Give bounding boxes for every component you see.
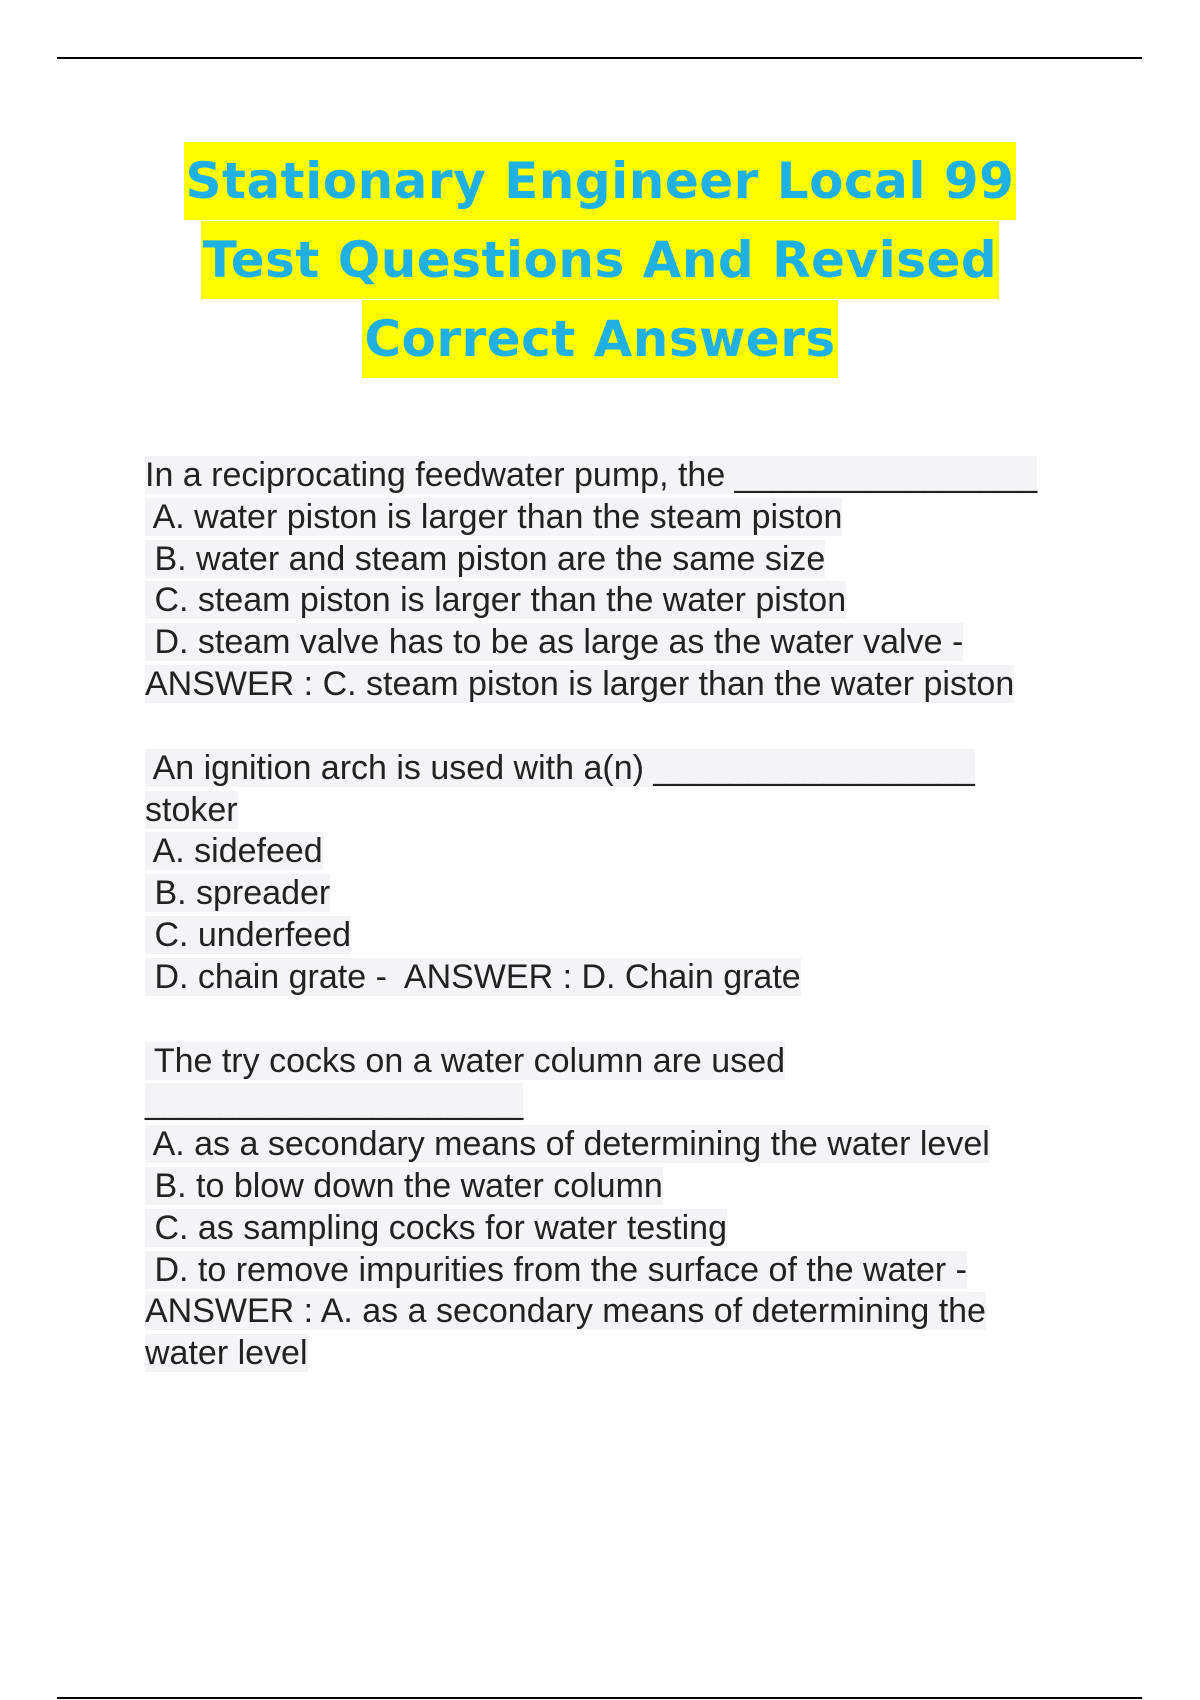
question-3-answer: ANSWER : A. as a secondary means of determining the (145, 1292, 986, 1331)
question-3-answer-cont: water level (145, 1334, 308, 1373)
question-1-option-b: B. water and steam piston are the same size (145, 539, 826, 578)
question-2-option-a: A. sidefeed (145, 832, 323, 871)
footer-rule (57, 1697, 1142, 1699)
question-1-stem: In a reciprocating feedwater pump, the ________________ (145, 456, 1038, 494)
question-list (145, 455, 1085, 1417)
question-2-option-c: C. underfeed (145, 915, 352, 954)
question-2-stem: An ignition arch is used with a(n) _________________ (145, 748, 975, 787)
title-line-1: Stationary Engineer Local 99 (184, 142, 1017, 220)
question-1-option-a: A. water piston is larger than the steam piston (145, 497, 843, 536)
document-title (0, 142, 1200, 379)
question-1 (145, 455, 1085, 706)
question-3 (145, 1041, 1085, 1375)
title-line-2: Test Questions And Revised (201, 221, 999, 299)
question-3-option-b: B. to blow down the water column (145, 1166, 663, 1205)
question-3-option-c: C. as sampling cocks for water testing (145, 1208, 728, 1247)
question-2-option-d-answer: D. chain grate - ANSWER : D. Chain grate (145, 957, 801, 996)
question-1-option-d: D. steam valve has to be as large as the water valve - (145, 623, 964, 662)
question-2 (145, 748, 1085, 999)
question-2-stem-cont: stoker (145, 790, 238, 829)
question-2-option-b: B. spreader (145, 874, 331, 913)
header-rule (57, 57, 1142, 59)
question-3-option-d: D. to remove impurities from the surface of the water - (145, 1250, 967, 1289)
question-3-blank: ____________________ (145, 1083, 524, 1122)
question-3-option-a: A. as a secondary means of determining the water level (145, 1125, 990, 1164)
question-1-answer: ANSWER : C. steam piston is larger than the water piston (145, 664, 1015, 703)
title-line-3: Correct Answers (362, 300, 837, 378)
question-1-option-c: C. steam piston is larger than the water piston (145, 581, 847, 620)
question-3-stem: The try cocks on a water column are used (145, 1041, 786, 1080)
